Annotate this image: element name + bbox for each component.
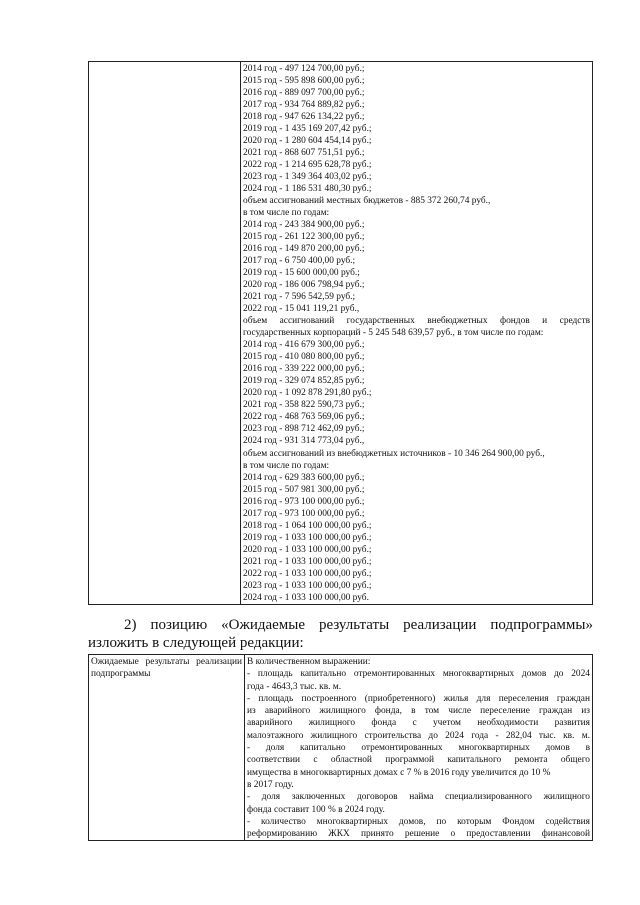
funding-line: в том числе по годам: bbox=[243, 460, 330, 471]
results-lines bbox=[247, 656, 590, 840]
funding-line: 2015 год - 595 898 600,00 руб.; bbox=[243, 76, 365, 87]
funding-line: 2024 год - 931 314 773,04 руб., bbox=[243, 436, 365, 447]
funding-line: 2015 год - 507 981 300,00 руб.; bbox=[243, 484, 365, 495]
results-line: - количество многоквартирных домов, по которым Фондом содействия bbox=[247, 816, 590, 827]
results-label bbox=[91, 656, 242, 681]
results-line: аварийного жилищного фонда с учетом необходимости развития bbox=[247, 718, 590, 729]
funding-line: 2020 год - 1 033 100 000,00 руб.; bbox=[243, 544, 372, 555]
funding-line: 2018 год - 947 626 134,22 руб.; bbox=[243, 112, 365, 123]
results-line: В количественном выражении: bbox=[247, 657, 371, 667]
amendment-paragraph bbox=[88, 617, 593, 652]
results-line: - площадь построенного (приобретенного) жилья для переселения граждан bbox=[247, 693, 590, 704]
funding-line: 2017 год - 6 750 400,00 руб.; bbox=[243, 256, 356, 267]
funding-line: 2021 год - 7 596 542,59 руб.; bbox=[243, 292, 356, 303]
funding-table bbox=[88, 61, 593, 605]
funding-line: объем ассигнований местных бюджетов - 885 372 260,74 руб., bbox=[243, 196, 491, 207]
results-table-content-cell bbox=[245, 655, 593, 841]
funding-line: 2014 год - 497 124 700,00 руб.; bbox=[243, 64, 365, 74]
funding-line: 2021 год - 1 033 100 000,00 руб.; bbox=[243, 556, 372, 567]
results-line: - площадь капитально отремонтированных многоквартирных домов до 2024 bbox=[247, 669, 590, 680]
funding-line: 2024 год - 1 033 100 000,00 руб. bbox=[243, 592, 369, 603]
funding-line: 2023 год - 1 349 364 403,02 руб.; bbox=[243, 172, 372, 183]
funding-table-content-cell bbox=[241, 62, 593, 605]
funding-line: 2020 год - 186 006 798,94 руб.; bbox=[243, 280, 365, 291]
funding-line: 2020 год - 1 092 878 291,80 руб.; bbox=[243, 388, 372, 399]
funding-table-label-cell bbox=[89, 62, 241, 605]
results-line: имущества в многоквартирных домах с 7 % в 2016 году увеличится до 10 % bbox=[247, 767, 551, 778]
funding-line: 2015 год - 410 080 800,00 руб.; bbox=[243, 352, 365, 363]
funding-line: объем ассигнований государственных внебюджетных фондов и средств bbox=[243, 316, 590, 327]
funding-line: 2019 год - 329 074 852,85 руб.; bbox=[243, 376, 365, 387]
results-table-label-cell bbox=[89, 655, 245, 841]
funding-line: 2022 год - 468 763 569,06 руб.; bbox=[243, 412, 365, 423]
results-label-text: Ожидаемые результаты реализации подпрограммы bbox=[91, 657, 242, 680]
funding-line: 2016 год - 149 870 200,00 руб.; bbox=[243, 244, 365, 255]
funding-line: 2023 год - 1 033 100 000,00 руб.; bbox=[243, 580, 372, 591]
funding-line: 2023 год - 898 712 462,09 руб.; bbox=[243, 424, 365, 435]
funding-line: 2019 год - 1 033 100 000,00 руб.; bbox=[243, 532, 372, 543]
results-line: фонда составит 100 % в 2024 году. bbox=[247, 804, 385, 815]
results-line: года - 4643,3 тыс. кв. м. bbox=[247, 681, 342, 692]
funding-line: объем ассигнований из внебюджетных источников - 10 346 264 900,00 руб., bbox=[243, 448, 545, 459]
funding-line: 2022 год - 1 214 695 628,78 руб.; bbox=[243, 160, 372, 171]
funding-line: 2014 год - 243 384 900,00 руб.; bbox=[243, 220, 365, 231]
results-line: в 2017 году. bbox=[247, 779, 294, 790]
funding-line: 2021 год - 358 822 590,73 руб.; bbox=[243, 400, 365, 411]
results-line: малоэтажного жилищного строительства до 2024 года - 282,04 тыс. кв. м. bbox=[247, 730, 590, 741]
funding-line: 2017 год - 973 100 000,00 руб.; bbox=[243, 508, 365, 519]
funding-line: государственных корпораций - 5 245 548 639,57 руб., в том числе по годам: bbox=[243, 328, 544, 339]
funding-lines bbox=[243, 63, 590, 604]
funding-line: 2022 год - 15 041 119,21 руб., bbox=[243, 304, 360, 315]
funding-line: 2024 год - 1 186 531 480,30 руб.; bbox=[243, 184, 372, 195]
funding-line: 2022 год - 1 033 100 000,00 руб.; bbox=[243, 568, 372, 579]
amendment-paragraph-line-1: 2) позицию «Ожидаемые результаты реализации подпрограммы» bbox=[124, 617, 593, 633]
funding-line: 2016 год - 339 222 000,00 руб.; bbox=[243, 364, 365, 375]
funding-line: 2018 год - 1 064 100 000,00 руб.; bbox=[243, 520, 372, 531]
funding-line: 2014 год - 416 679 300,00 руб.; bbox=[243, 340, 365, 351]
funding-line: 2021 год - 868 607 751,51 руб.; bbox=[243, 148, 365, 159]
funding-line: 2016 год - 889 097 700,00 руб.; bbox=[243, 88, 365, 99]
funding-line: в том числе по годам: bbox=[243, 208, 330, 219]
funding-line: 2015 год - 261 122 300,00 руб.; bbox=[243, 232, 365, 243]
funding-line: 2014 год - 629 383 600,00 руб.; bbox=[243, 472, 365, 483]
results-line: реформированию ЖКХ принято решение о предоставлении финансовой bbox=[247, 829, 590, 840]
funding-line: 2017 год - 934 764 889,82 руб.; bbox=[243, 100, 365, 111]
results-line: соответствии с областной программой капитального ремонта общего bbox=[247, 755, 590, 766]
funding-line: 2016 год - 973 100 000,00 руб.; bbox=[243, 496, 365, 507]
funding-line: 2019 год - 15 600 000,00 руб.; bbox=[243, 268, 360, 279]
results-line: - доля капитально отремонтированных многоквартирных домов в bbox=[247, 743, 590, 754]
funding-line: 2020 год - 1 280 604 454,14 руб.; bbox=[243, 136, 372, 147]
amendment-paragraph-line-2: изложить в следующей редакции: bbox=[88, 634, 304, 651]
funding-line: 2019 год - 1 435 169 207,42 руб.; bbox=[243, 124, 372, 135]
results-line: - доля заключенных договоров найма специализированного жилищного bbox=[247, 792, 590, 803]
results-table bbox=[88, 654, 593, 841]
results-line: из аварийного жилищного фонда, в том числе переселение граждан из bbox=[247, 706, 590, 717]
